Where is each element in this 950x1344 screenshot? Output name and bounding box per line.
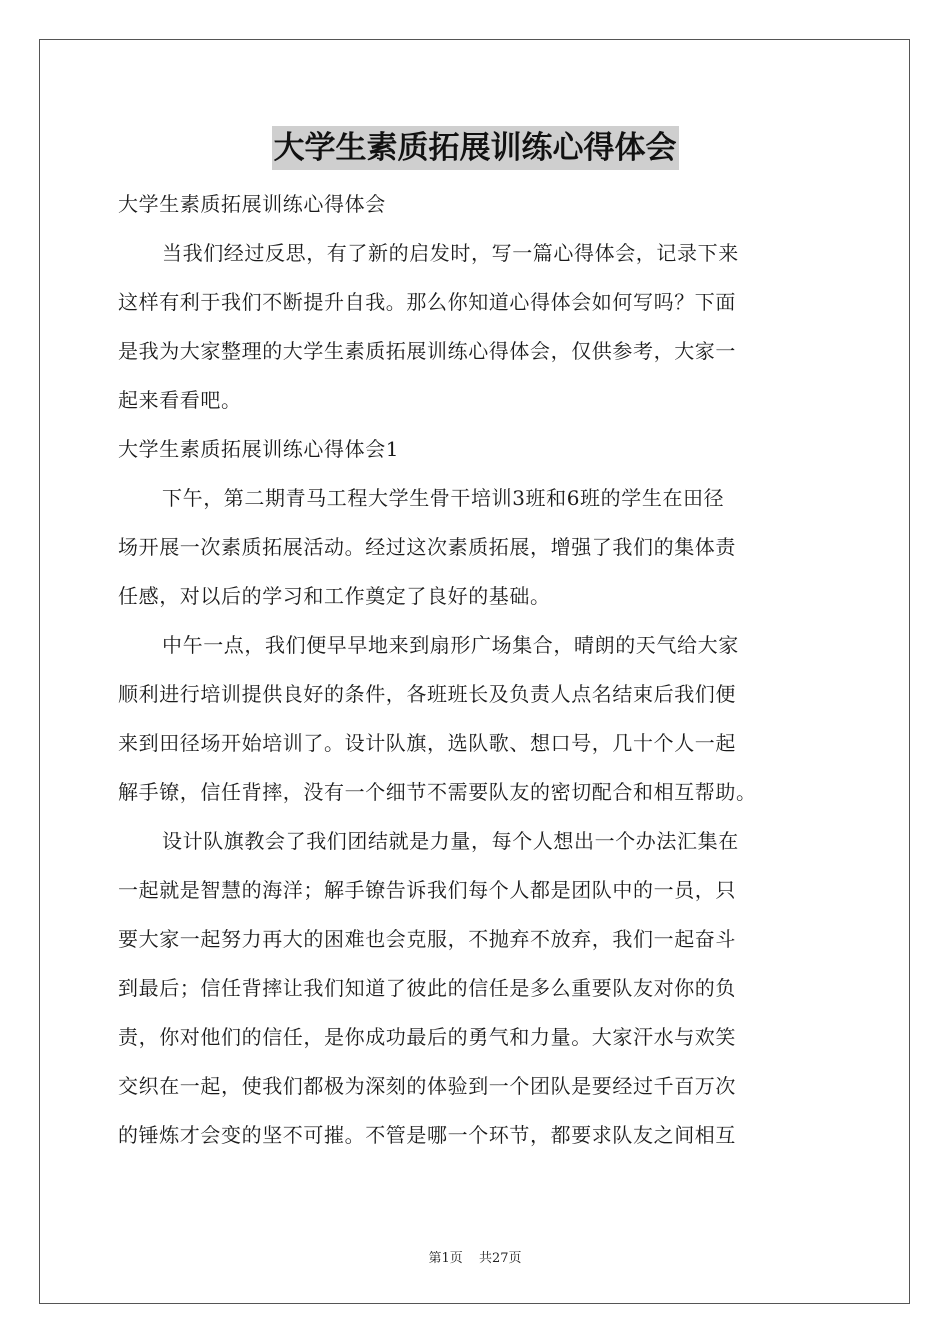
text-line: 一起就是智慧的海洋；解手镣告诉我们每个人都是团队中的一员，只 (118, 878, 736, 902)
text-line: 交织在一起，使我们都极为深刻的体验到一个团队是要经过千百万次 (118, 1074, 736, 1098)
text-line: 是我为大家整理的大学生素质拓展训练心得体会，仅供参考，大家一 (118, 339, 736, 363)
text-line: 下午，第二期青马工程大学生骨干培训3班和6班的学生在田径 (162, 486, 725, 510)
body-paragraph (118, 474, 840, 621)
section-heading: 大学生素质拓展训练心得体会1 (118, 437, 400, 461)
page-footer (0, 1247, 950, 1266)
subtitle: 大学生素质拓展训练心得体会 (118, 192, 386, 216)
text-line: 任感，对以后的学习和工作奠定了良好的基础。 (118, 584, 551, 608)
text-line: 顺利进行培训提供良好的条件，各班班长及负责人点名结束后我们便 (118, 682, 736, 706)
text-line: 到最后；信任背摔让我们知道了彼此的信任是多么重要队友对你的负 (118, 976, 736, 1000)
text-line: 起来看看吧。 (118, 388, 242, 412)
text-line: 解手镣，信任背摔，没有一个细节不需要队友的密切配合和相互帮助。 (118, 780, 757, 804)
document-body (118, 180, 840, 1160)
text-line: 这样有利于我们不断提升自我。那么你知道心得体会如何写吗？下面 (118, 290, 736, 314)
body-paragraph (118, 817, 840, 1160)
text-line: 要大家一起努力再大的困难也会克服，不抛弃不放弃，我们一起奋斗 (118, 927, 736, 951)
text-line: 设计队旗教会了我们团结就是力量，每个人想出一个办法汇集在 (162, 829, 739, 853)
text-line: 来到田径场开始培训了。设计队旗，选队歌、想口号，几十个人一起 (118, 731, 736, 755)
total-pages: 共27页 (478, 1251, 522, 1266)
text-line: 场开展一次素质拓展活动。经过这次素质拓展，增强了我们的集体责 (118, 535, 736, 559)
title-container (0, 126, 950, 170)
text-line: 当我们经过反思，有了新的启发时，写一篇心得体会，记录下来 (162, 241, 739, 265)
text-line: 的锤炼才会变的坚不可摧。不管是哪一个环节，都要求队友之间相互 (118, 1123, 736, 1147)
body-paragraph (118, 621, 840, 817)
text-line: 责，你对他们的信任，是你成功最后的勇气和力量。大家汗水与欢笑 (118, 1025, 736, 1049)
document-title: 大学生素质拓展训练心得体会 (272, 126, 679, 170)
text-line: 中午一点，我们便早早地来到扇形广场集合，晴朗的天气给大家 (162, 633, 739, 657)
intro-paragraph (118, 229, 840, 425)
page-number: 第1页 (428, 1251, 463, 1266)
